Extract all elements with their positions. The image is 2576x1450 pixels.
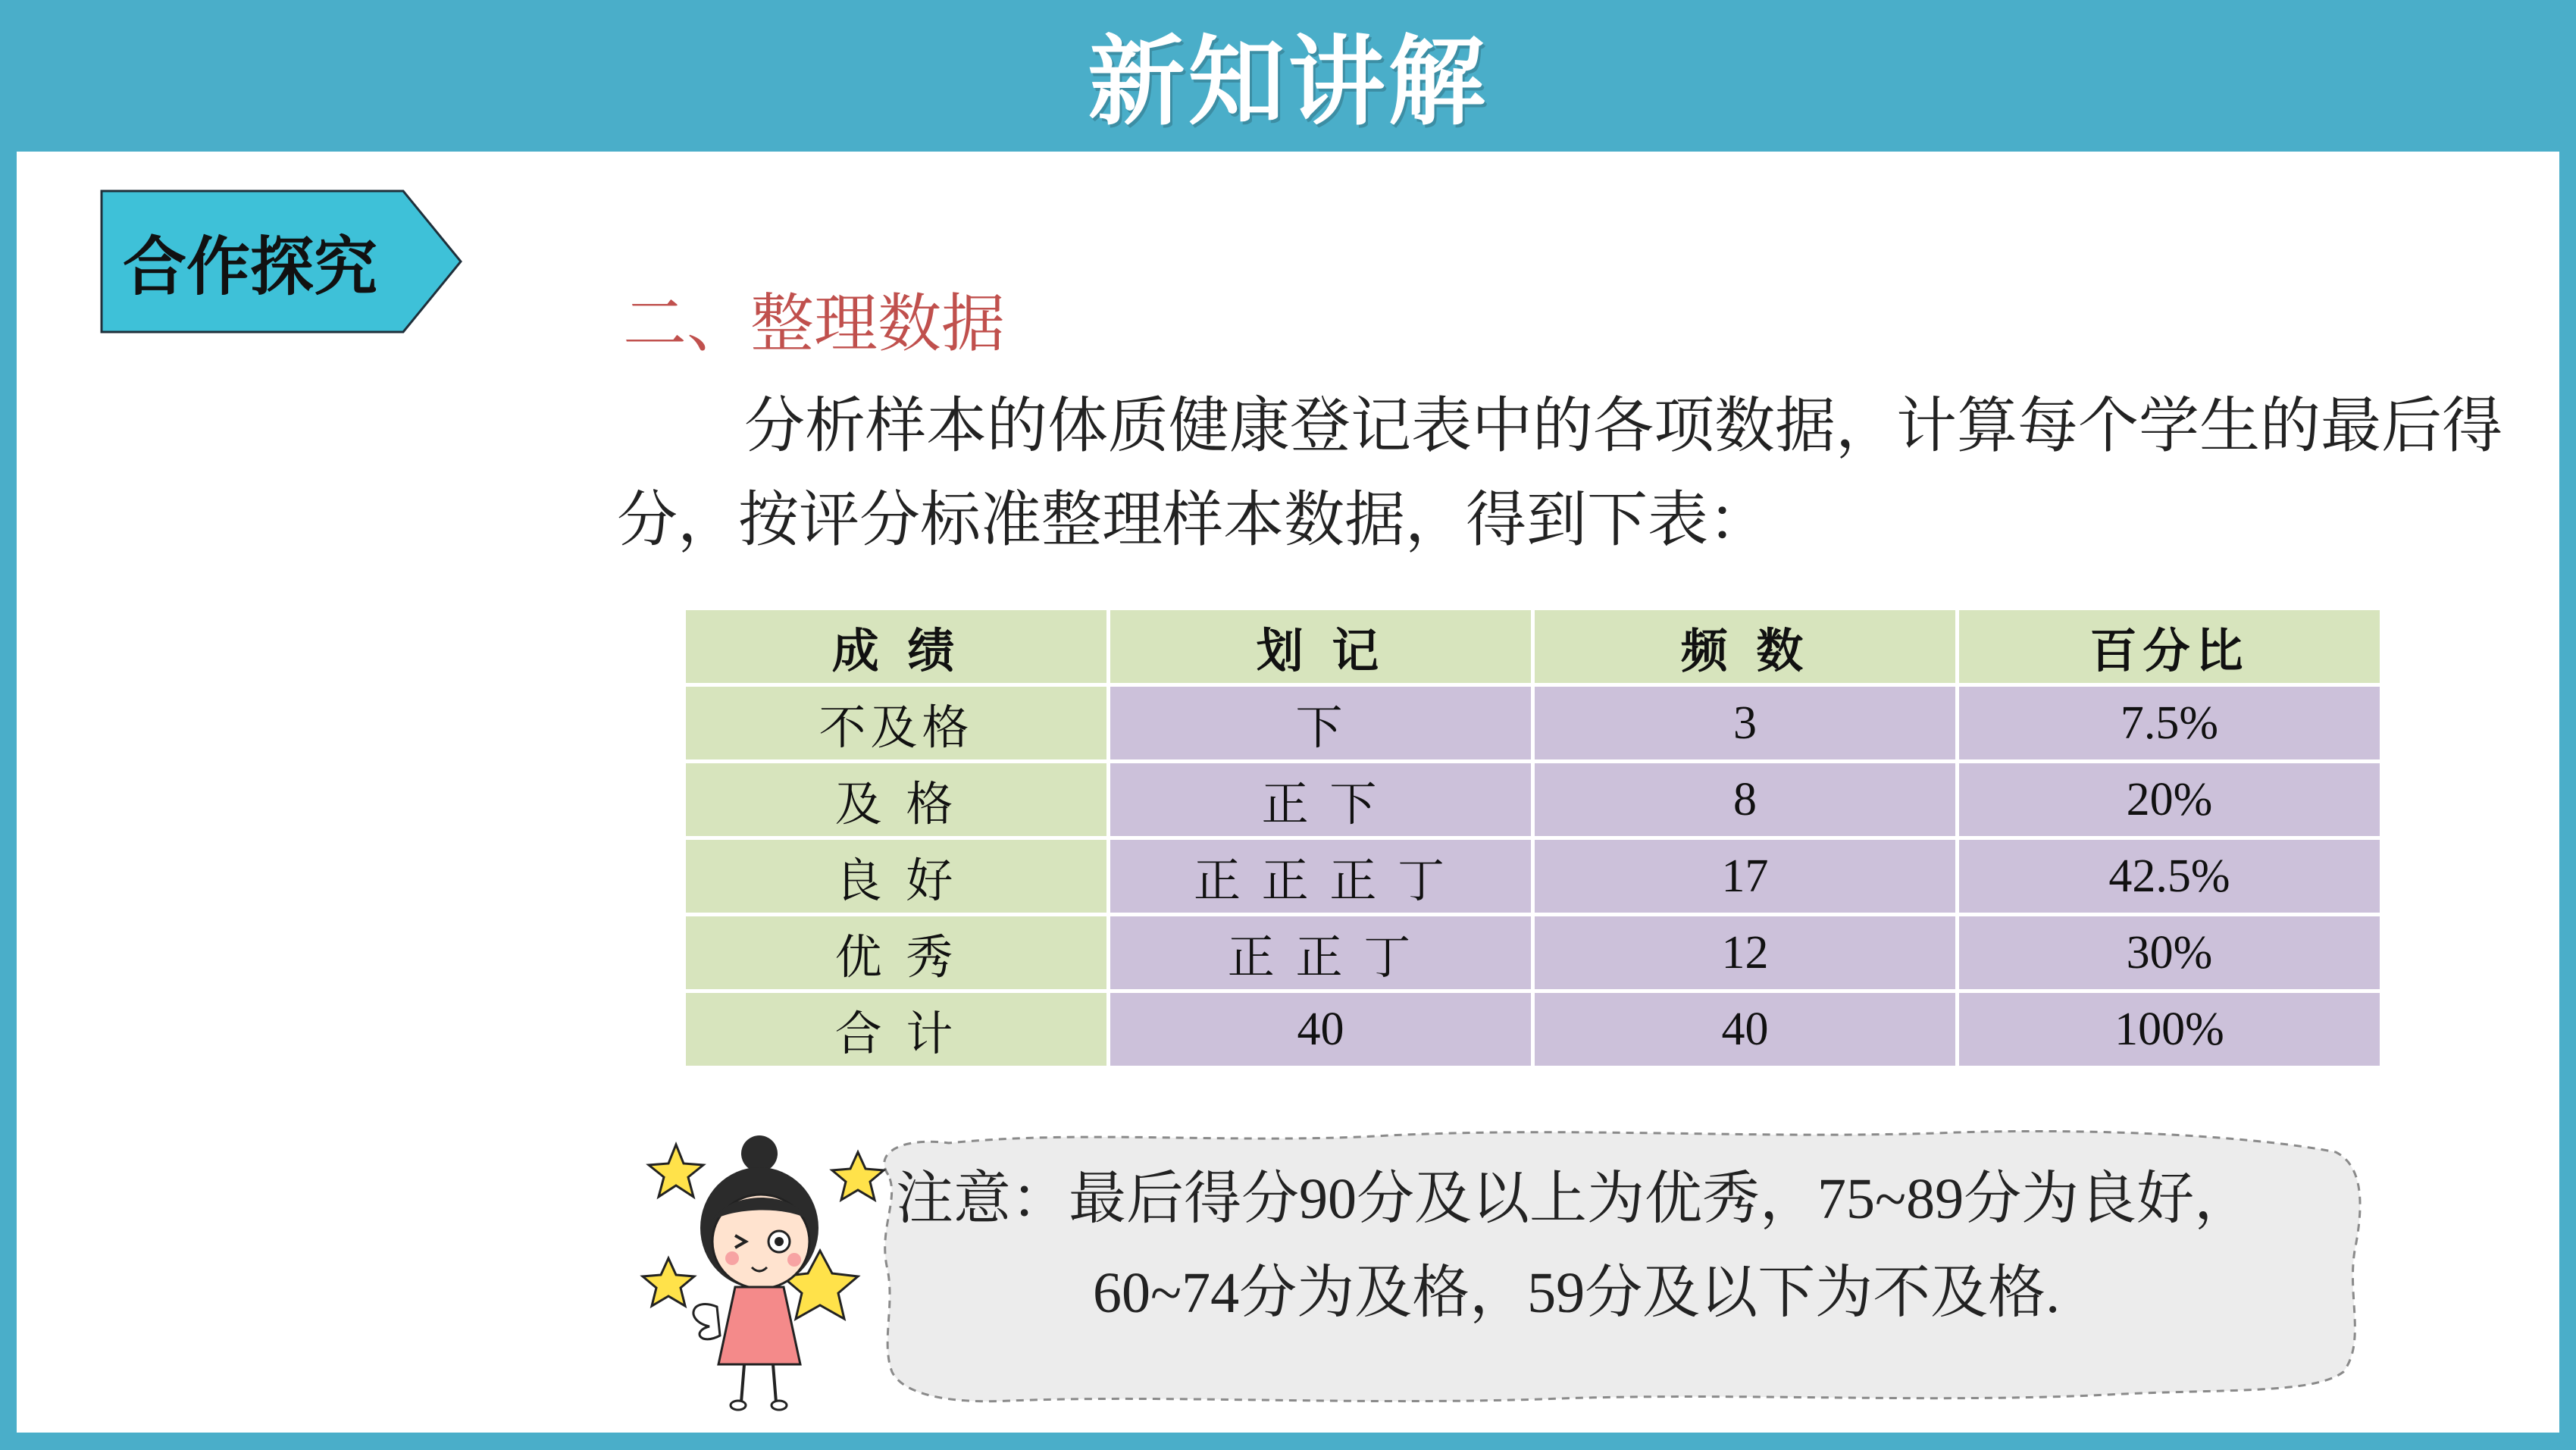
cell-count: 17 — [1533, 838, 1958, 915]
header-grade: 成 绩 — [684, 609, 1109, 685]
note-line-2: 60~74分为及格，59分及以下为不及格. — [1093, 1261, 2061, 1325]
header-bar — [0, 0, 2576, 150]
note-text — [896, 1152, 2412, 1340]
cell-count: 3 — [1533, 685, 1958, 762]
header-percent: 百分比 — [1958, 609, 2382, 685]
cell-tally: 正 下 — [1109, 762, 1533, 838]
cell-percent: 100% — [1958, 991, 2382, 1068]
cell-grade: 不及格 — [684, 685, 1109, 762]
score-table — [682, 606, 2384, 1069]
table-row — [684, 685, 2382, 762]
cell-tally: 下 — [1109, 685, 1533, 762]
cell-count: 40 — [1533, 991, 1958, 1068]
cell-percent: 42.5% — [1958, 838, 2382, 915]
cell-count: 12 — [1533, 915, 1958, 991]
section-title: 二、整理数据 — [623, 287, 1006, 361]
cell-grade: 及 格 — [684, 762, 1109, 838]
cell-count: 8 — [1533, 762, 1958, 838]
table-row — [684, 915, 2382, 991]
intro-paragraph: 分析样本的体质健康登记表中的各项数据，计算每个学生的最后得分，按评分标准整理样本数据，得到下表： — [617, 390, 2502, 555]
cell-tally: 正 正 正 丁 — [1109, 838, 1533, 915]
slide-content — [17, 152, 2559, 1433]
page-title: 新知讲解 — [1088, 26, 1488, 139]
cell-percent: 7.5% — [1958, 685, 2382, 762]
cell-grade: 优 秀 — [684, 915, 1109, 991]
table-row-total — [684, 991, 2382, 1068]
header-tally: 划 记 — [1109, 609, 1533, 685]
table-header-row — [684, 609, 2382, 685]
section-badge — [100, 189, 464, 334]
cell-tally: 40 — [1109, 991, 1533, 1068]
table-row — [684, 762, 2382, 838]
header-count: 频 数 — [1533, 609, 1958, 685]
note-callout — [638, 1122, 2381, 1425]
cartoon-girl-illustration — [638, 1122, 896, 1425]
cell-percent: 20% — [1958, 762, 2382, 838]
cell-grade: 良 好 — [684, 838, 1109, 915]
cell-grade: 合 计 — [684, 991, 1109, 1068]
cell-percent: 30% — [1958, 915, 2382, 991]
cell-tally: 正 正 丁 — [1109, 915, 1533, 991]
note-line-1: 注意：最后得分90分及以上为优秀，75~89分为良好， — [896, 1167, 2252, 1231]
badge-label: 合作探究 — [123, 229, 378, 304]
table-row — [684, 838, 2382, 915]
